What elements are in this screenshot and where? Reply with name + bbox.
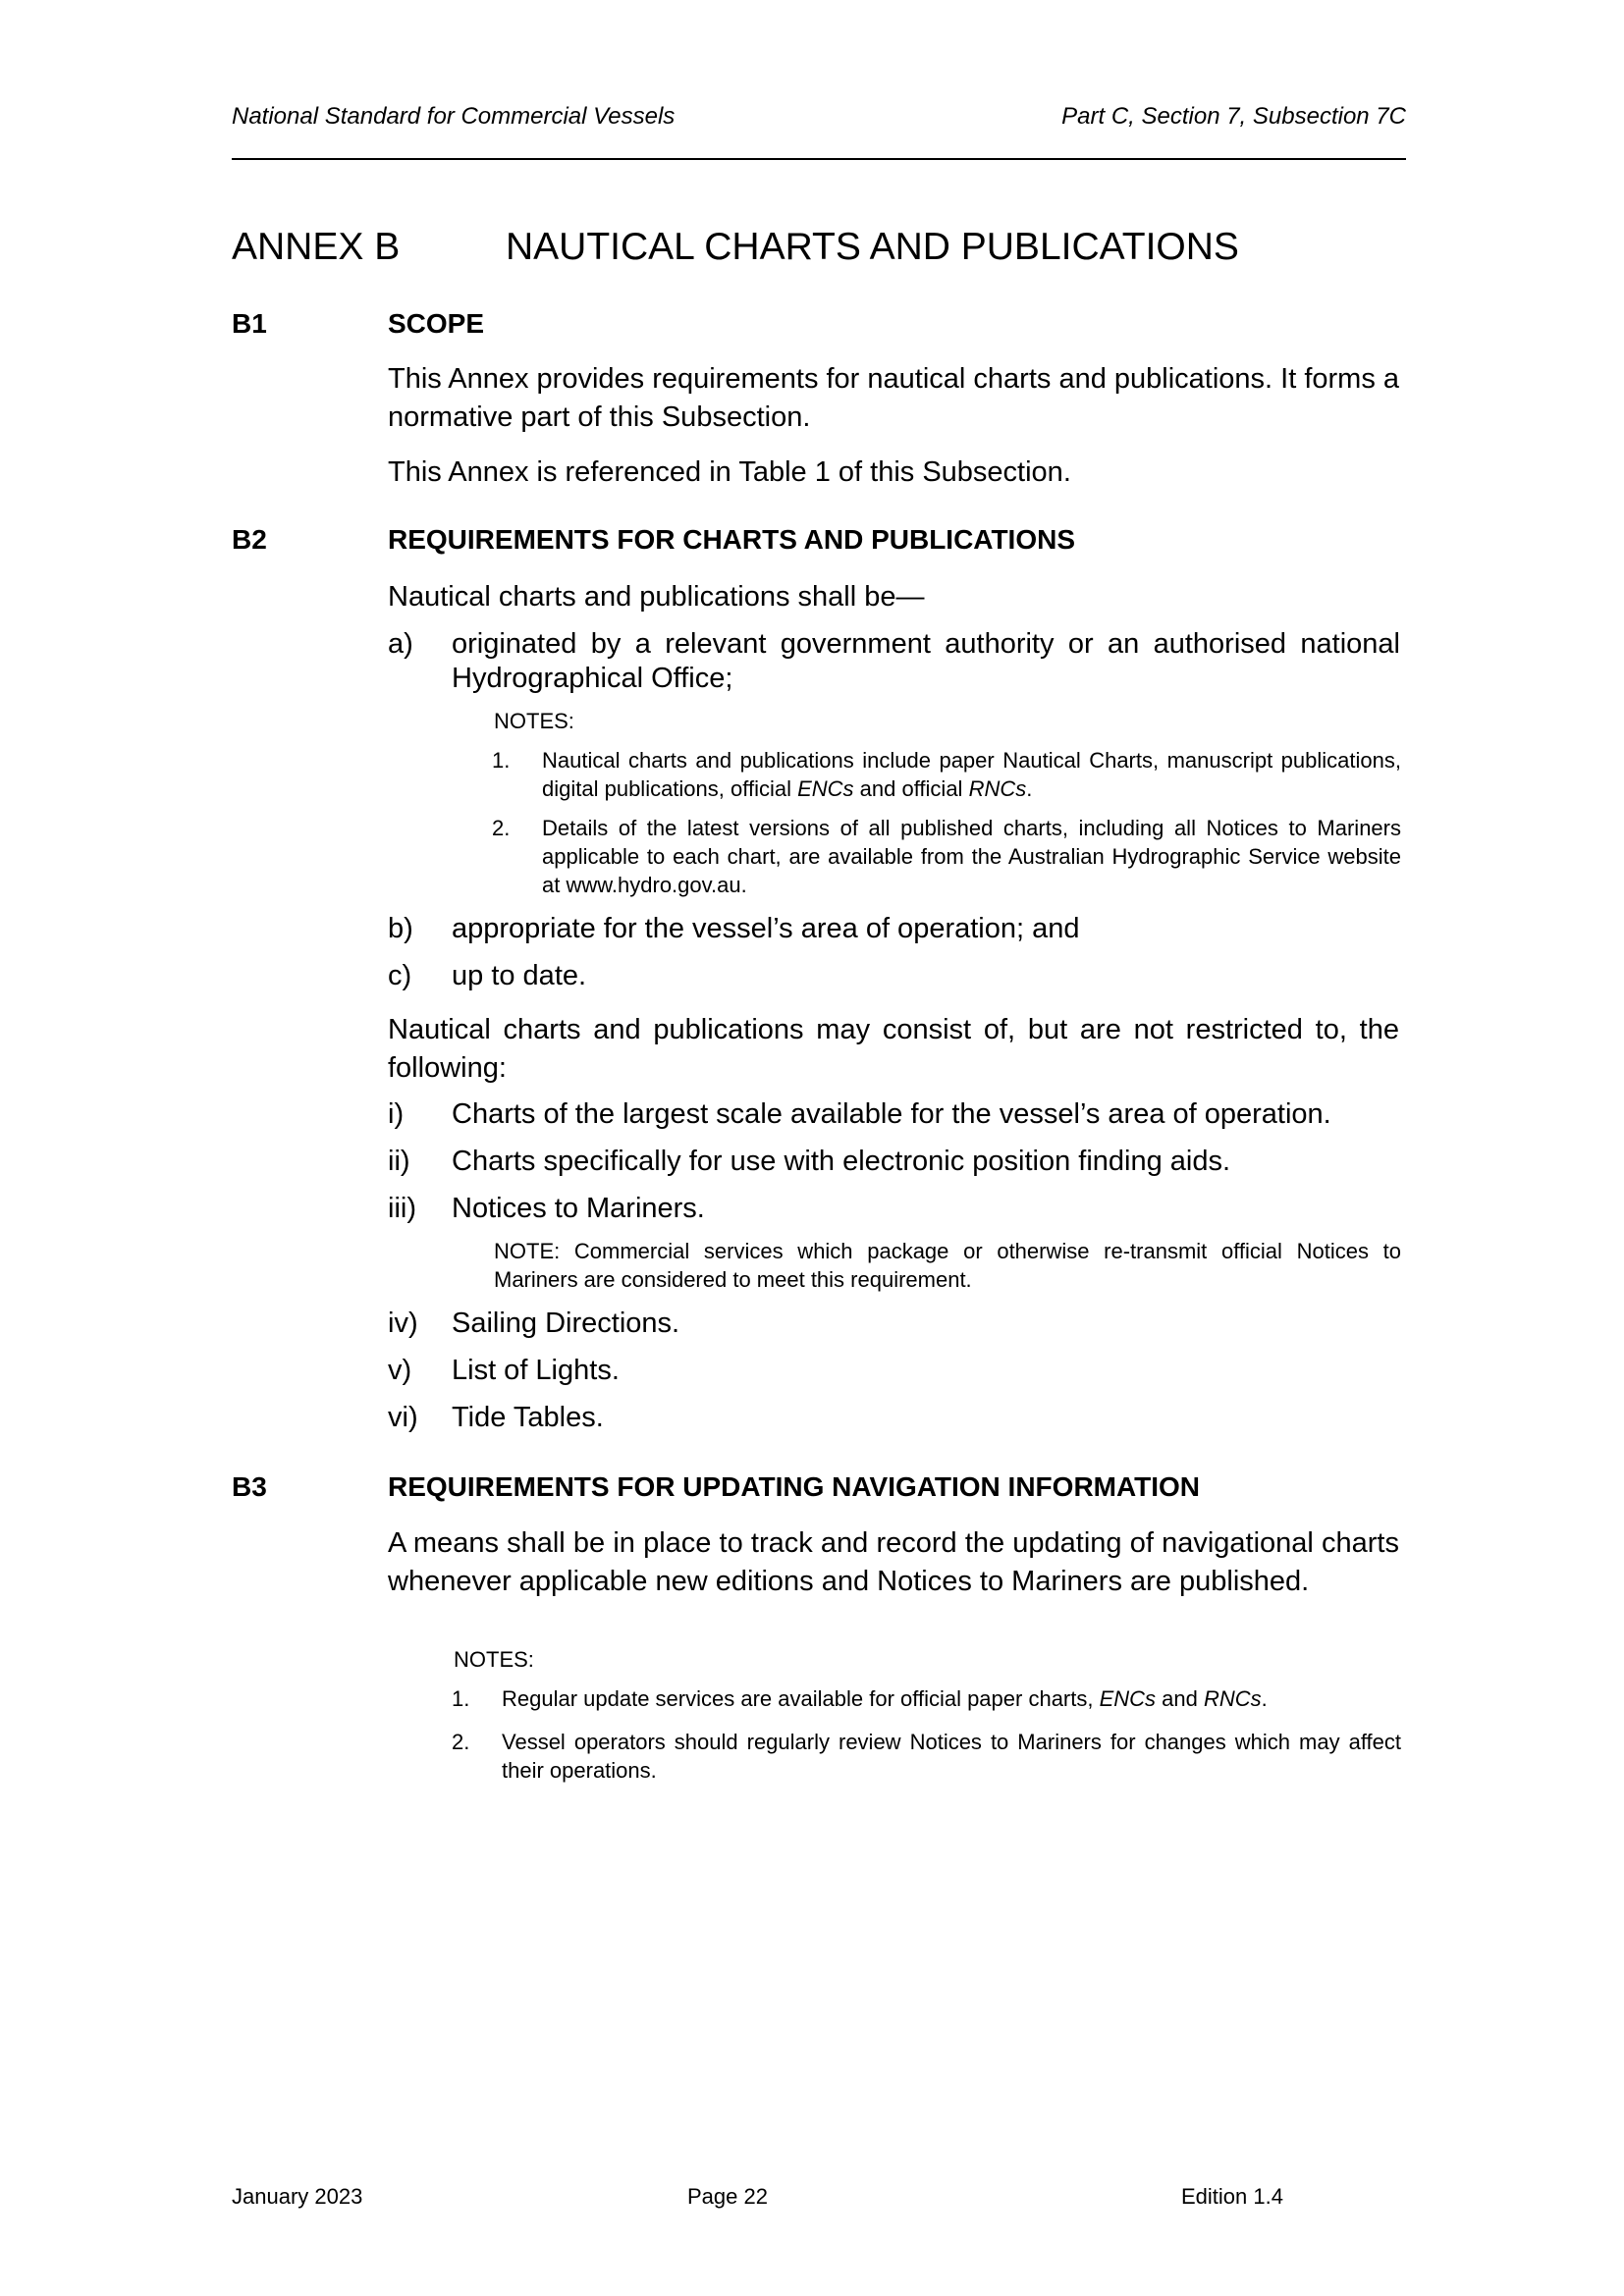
list-item-label-vi: vi)	[388, 1402, 418, 1433]
list-item-text-iv: Sailing Directions.	[452, 1308, 680, 1339]
annex-label: ANNEX B	[232, 226, 401, 268]
header-section-ref: Part C, Section 7, Subsection 7C	[1061, 103, 1406, 130]
list-item-label-i: i)	[388, 1098, 405, 1130]
list-item-text-c: up to date.	[452, 960, 587, 991]
b3-notes-heading: NOTES:	[454, 1647, 534, 1672]
list-item-label-iii: iii)	[388, 1193, 416, 1224]
list-item-text-vi: Tide Tables.	[452, 1402, 604, 1433]
header-document-title: National Standard for Commercial Vessels	[232, 103, 676, 130]
b2-may-consist-paragraph: Nautical charts and publications may consist of, but are not restricted to, the following:	[388, 1014, 1399, 1084]
section-heading-b2: REQUIREMENTS FOR CHARTS AND PUBLICATIONS	[388, 524, 1075, 555]
b2-note-1-number: 1.	[492, 748, 511, 773]
list-item-label-v: v)	[388, 1355, 412, 1386]
b2-intro: Nautical charts and publications shall be—	[388, 581, 925, 613]
page-header	[232, 103, 1406, 160]
section-number-b2: B2	[232, 524, 267, 555]
b3-note-1-text: Regular update services are available for official paper charts, ENCs and RNCs.	[502, 1686, 1268, 1711]
b2-notes-heading: NOTES:	[494, 709, 574, 733]
list-item-label-b: b)	[388, 913, 413, 944]
b3-note-1-number: 1.	[452, 1686, 470, 1711]
list-item-label-iv: iv)	[388, 1308, 418, 1339]
b3-note-2-text: Vessel operators should regularly review Notices to Mariners for changes which may affect their operations.	[502, 1730, 1401, 1783]
b1-paragraph-1: This Annex provides requirements for nautical charts and publications. It forms a normative part of this Subsection.	[388, 363, 1400, 433]
list-item-text-b: appropriate for the vessel’s area of operation; and	[452, 913, 1080, 944]
b2-note-iii: NOTE: Commercial services which package or otherwise re-transmit official Notices to Mariners are considered to meet this requirement.	[494, 1239, 1401, 1292]
footer-date: January 2023	[232, 2184, 363, 2209]
b2-note-2-number: 2.	[492, 816, 511, 840]
list-item-text-ii: Charts specifically for use with electronic position finding aids.	[452, 1146, 1231, 1177]
b2-note-1-text: Nautical charts and publications include paper Nautical Charts, manuscript publications, digital publications, official ENCs and official RNCs.	[542, 748, 1401, 801]
b3-paragraph-1: A means shall be in place to track and record the updating of navigational charts whenever applicable new editions and Notices to Mariners are published.	[388, 1527, 1399, 1597]
section-heading-b1: SCOPE	[388, 308, 485, 339]
b3-note-2-number: 2.	[452, 1730, 470, 1754]
list-item-text-i: Charts of the largest scale available for the vessel’s area of operation.	[452, 1098, 1331, 1130]
list-item-label-c: c)	[388, 960, 412, 991]
b2-note-2-text: Details of the latest versions of all published charts, including all Notices to Mariners applicable to each chart, are available from the Australian Hydrographic Service website at www.hydro.gov.au.	[542, 816, 1401, 897]
footer-page-number: Page 22	[687, 2184, 768, 2209]
section-number-b3: B3	[232, 1471, 267, 1502]
list-item-label-a: a)	[388, 628, 413, 660]
list-item-text-v: List of Lights.	[452, 1355, 620, 1386]
footer-edition: Edition 1.4	[1181, 2184, 1283, 2209]
section-heading-b3: REQUIREMENTS FOR UPDATING NAVIGATION INFORMATION	[388, 1471, 1201, 1502]
list-item-text-iii: Notices to Mariners.	[452, 1193, 705, 1224]
section-number-b1: B1	[232, 308, 267, 339]
annex-title: NAUTICAL CHARTS AND PUBLICATIONS	[506, 226, 1239, 268]
list-item-label-ii: ii)	[388, 1146, 410, 1177]
list-item-text-a: originated by a relevant government authority or an authorised national Hydrographical Office;	[452, 628, 1400, 694]
b1-paragraph-2: This Annex is referenced in Table 1 of this Subsection.	[388, 456, 1071, 488]
